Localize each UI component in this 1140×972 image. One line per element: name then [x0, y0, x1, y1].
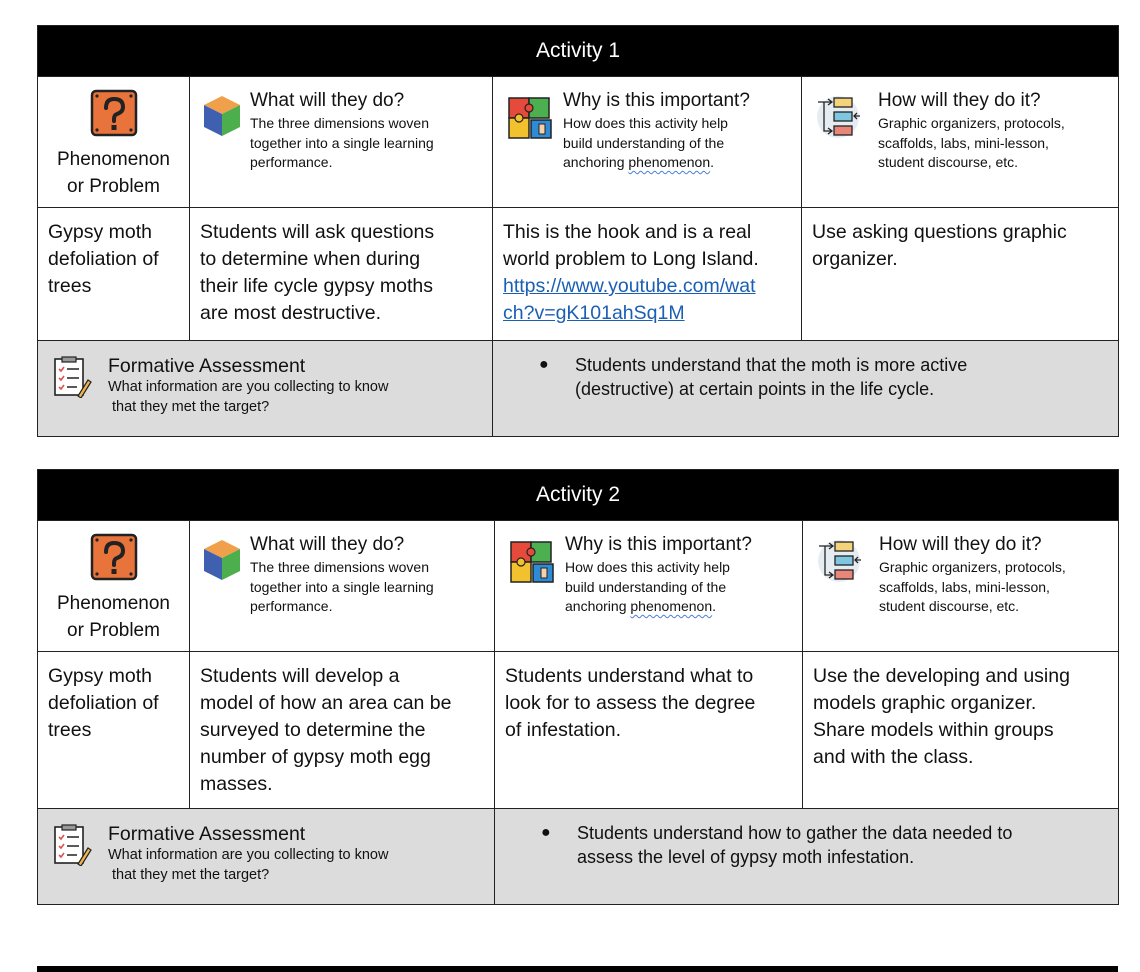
- why-title: Why is this important?: [563, 90, 750, 111]
- text-line: Share models within groups: [813, 719, 1054, 741]
- why-sub-underlined-word: phenomenon: [630, 598, 713, 614]
- formative-sub-line: that they met the target?: [112, 866, 270, 883]
- why-sub-suffix: .: [712, 598, 717, 614]
- formative-assessment-cell: [495, 809, 1119, 905]
- what-title: What will they do?: [250, 90, 405, 111]
- text-line: and with the class.: [813, 746, 974, 768]
- formative-assessment-header: [38, 341, 493, 437]
- how-sub-line: scaffolds, labs, mini-lesson,: [879, 578, 1050, 595]
- phenomenon-cell: [38, 208, 190, 341]
- formative-title: Formative Assessment: [108, 823, 306, 845]
- phenomenon-label-line-1: Phenomenon: [56, 149, 171, 170]
- text-line: Students will develop a: [200, 665, 400, 687]
- flowchart-icon: [815, 538, 863, 584]
- activity-2-table: [37, 469, 1119, 905]
- text-line: defoliation of: [48, 248, 159, 270]
- how-sub-line: Graphic organizers, protocols,: [878, 115, 1065, 131]
- phenomenon-label-line-1: Phenomenon: [56, 593, 171, 614]
- text-line: world problem to Long Island.: [503, 248, 759, 270]
- bullet-marker: ●: [541, 824, 551, 841]
- how-subtitle: [878, 114, 1110, 173]
- why-header: [493, 77, 802, 208]
- what-cell: [190, 652, 495, 809]
- how-cell: [802, 208, 1119, 341]
- why-subtitle: [563, 114, 793, 173]
- text-line: Students understand how to gather the data needed to: [577, 823, 1013, 843]
- why-title: Why is this important?: [565, 534, 752, 555]
- checklist-icon: [52, 824, 92, 866]
- what-sub-line: The three dimensions woven: [250, 559, 429, 575]
- text-line: of infestation.: [505, 719, 621, 741]
- how-sub-line: scaffolds, labs, mini-lesson,: [878, 134, 1049, 151]
- why-sub-underlined-word: phenomenon: [628, 154, 711, 170]
- what-sub-line: together into a single learning: [250, 578, 434, 595]
- text-line: Use the developing and using: [813, 665, 1070, 687]
- how-cell: [803, 652, 1119, 809]
- text-line: Students understand that the moth is more active: [575, 355, 968, 375]
- phenomenon-cell: [38, 652, 190, 809]
- formative-title: Formative Assessment: [108, 355, 306, 377]
- link-line[interactable]: https://www.youtube.com/wat: [503, 275, 756, 297]
- link-line[interactable]: ch?v=gK101ahSq1M: [503, 302, 685, 324]
- cube-icon: [202, 538, 242, 582]
- text-line: trees: [48, 275, 92, 297]
- puzzle-icon: [505, 94, 555, 144]
- activity-title: Activity 2: [38, 470, 1119, 521]
- why-cell: [495, 652, 803, 809]
- why-sub-line: build understanding of the: [565, 578, 727, 595]
- text-line: This is the hook and is a real: [503, 221, 752, 243]
- text-line: are most destructive.: [200, 302, 381, 324]
- formative-sub-line: What information are you collecting to know: [108, 847, 389, 863]
- why-sub-line: [563, 153, 793, 173]
- activity-title: Activity 1: [38, 26, 1119, 77]
- question-block-icon: [90, 89, 138, 137]
- what-sub-line: The three dimensions woven: [250, 115, 429, 131]
- what-header: [190, 77, 493, 208]
- checklist-icon: [52, 356, 92, 398]
- why-cell: [493, 208, 802, 341]
- why-sub-line: How does this activity help: [563, 115, 728, 131]
- what-subtitle: [250, 114, 484, 173]
- formative-assessment-header: [38, 809, 495, 905]
- text-line: assess the level of gypsy moth infestation.: [577, 847, 915, 867]
- text-line: organizer.: [812, 248, 898, 270]
- text-line: Students understand what to: [505, 665, 754, 687]
- text-line: models graphic organizer.: [813, 692, 1037, 714]
- what-sub-line: performance.: [250, 154, 333, 170]
- formative-sub-line: What information are you collecting to know: [108, 379, 389, 395]
- phenomenon-header: [38, 77, 190, 208]
- bullet-marker: ●: [539, 356, 549, 373]
- how-title: How will they do it?: [879, 534, 1042, 555]
- text-line: look for to assess the degree: [505, 692, 756, 714]
- formative-assessment-cell: [493, 341, 1119, 437]
- text-line: masses.: [200, 773, 273, 795]
- why-sub-line: How does this activity help: [565, 559, 730, 575]
- how-header: [802, 77, 1119, 208]
- text-line: their life cycle gypsy moths: [200, 275, 434, 297]
- why-sub-line: build understanding of the: [563, 134, 725, 151]
- how-sub-line: Graphic organizers, protocols,: [879, 559, 1066, 575]
- why-sub-prefix: anchoring: [565, 598, 631, 614]
- formative-sub-line: that they met the target?: [112, 398, 270, 415]
- phenomenon-label-line-2: or Problem: [67, 620, 160, 641]
- what-subtitle: [250, 558, 486, 617]
- text-line: defoliation of: [48, 692, 159, 714]
- text-line: to determine when during: [200, 248, 421, 270]
- activity-1-table: [37, 25, 1119, 437]
- what-cell: [190, 208, 493, 341]
- youtube-link[interactable]: [503, 273, 791, 327]
- why-sub-prefix: anchoring: [563, 154, 629, 170]
- what-sub-line: together into a single learning: [250, 134, 434, 151]
- why-subtitle: [565, 558, 794, 617]
- text-line: Students will ask questions: [200, 221, 435, 243]
- text-line: trees: [48, 719, 92, 741]
- flowchart-icon: [814, 94, 862, 140]
- phenomenon-header: [38, 521, 190, 652]
- why-header: [495, 521, 803, 652]
- text-line: Gypsy moth: [48, 221, 153, 243]
- why-sub-suffix: .: [710, 154, 715, 170]
- text-line: Gypsy moth: [48, 665, 153, 687]
- how-sub-line: student discourse, etc.: [878, 154, 1019, 170]
- what-header: [190, 521, 495, 652]
- puzzle-icon: [507, 538, 557, 588]
- how-sub-line: student discourse, etc.: [879, 598, 1020, 614]
- why-sub-line: [565, 597, 794, 617]
- how-subtitle: [879, 558, 1110, 617]
- question-block-icon: [90, 533, 138, 581]
- how-header: [803, 521, 1119, 652]
- what-sub-line: performance.: [250, 598, 333, 614]
- text-line: surveyed to determine the: [200, 719, 426, 741]
- how-title: How will they do it?: [878, 90, 1041, 111]
- phenomenon-label-line-2: or Problem: [67, 176, 160, 197]
- text-line: Use asking questions graphic: [812, 221, 1067, 243]
- what-title: What will they do?: [250, 534, 405, 555]
- text-line: model of how an area can be: [200, 692, 452, 714]
- cube-icon: [202, 94, 242, 138]
- text-line: number of gypsy moth egg: [200, 746, 431, 768]
- text-line: (destructive) at certain points in the life cycle.: [575, 379, 935, 399]
- next-activity-header-edge: [37, 966, 1118, 972]
